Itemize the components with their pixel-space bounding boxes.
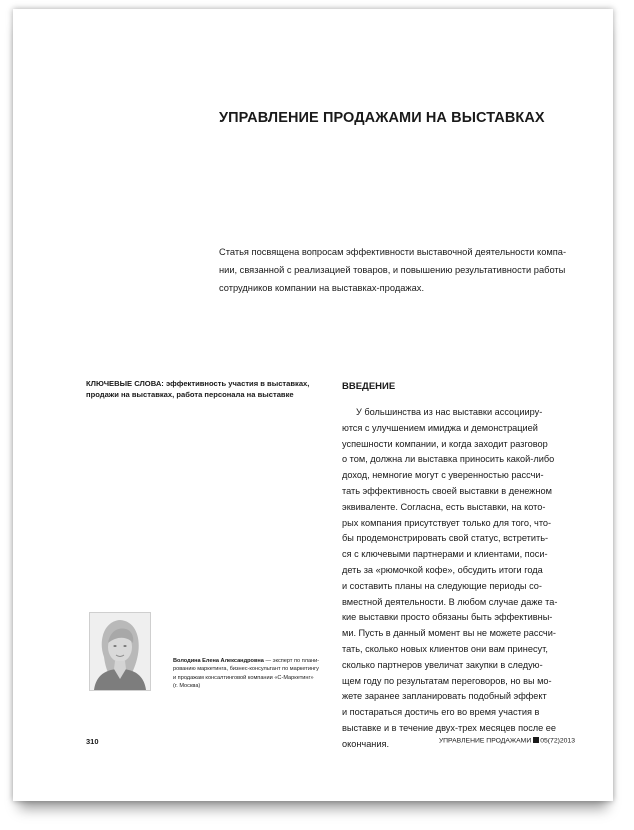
keywords-line: КЛЮЧЕВЫЕ СЛОВА: эффективность участия в выставках, [86, 379, 310, 388]
keywords-line: продажи на выставках, работа персонала на выставке [86, 390, 294, 399]
body-line: сколько партнеров увеличат закупки в следую- [342, 659, 543, 670]
article-abstract [219, 243, 591, 297]
keywords-block [86, 378, 326, 400]
body-line: тать, сколько новых клиентов они вам принесут, [342, 643, 548, 654]
body-line: о том, должна ли выставка приносить какой-либо [342, 454, 555, 465]
author-line [173, 657, 333, 665]
body-line: вместной деятельности. В любом случае даже та- [342, 596, 558, 607]
author-portrait-image [90, 613, 150, 690]
body-line: эквиваленте. Согласна, есть выставки, на кото- [342, 501, 546, 512]
journal-name: УПРАВЛЕНИЕ ПРОДАЖАМИ [438, 737, 532, 745]
body-line: тать эффективность своей выставки в денежном [342, 485, 552, 496]
section-heading: ВВЕДЕНИЕ [342, 381, 396, 392]
body-line: и составить планы на следующие периоды со- [342, 580, 542, 591]
body-line: У большинства из нас выставки ассоцииру- [356, 407, 543, 417]
author-line: и продажам консалтинговой компании «С-Маркетинг» [173, 674, 314, 681]
author-name: Володина Елена Александровна [173, 658, 264, 664]
body-line: выставке и в течение двух-трех месяцев после ее [342, 722, 557, 733]
magazine-page [13, 9, 613, 801]
body-line: ся с ключевыми партнерами и клиентами, поси- [342, 549, 548, 560]
body-line: окончания. [342, 738, 390, 749]
abstract-line: сотрудников компании на выставках-продажах. [219, 283, 425, 293]
body-line: успешности компании, и когда заходит разговор [342, 438, 548, 449]
author-line: (г. Москва) [173, 683, 201, 690]
body-line: кие выставки просто обязаны быть эффективны- [342, 612, 553, 623]
body-line: бы продемонстрировать свой статус, встретить- [342, 533, 549, 544]
body-line: ми. Пусть в данный момент вы не можете рассчи- [342, 628, 556, 639]
body-text [342, 405, 592, 753]
author-photo [89, 612, 151, 691]
body-line: деть за «рюмочкой кофе», обсудить итоги года [342, 564, 543, 575]
article-title: УПРАВЛЕНИЕ ПРОДАЖАМИ НА ВЫСТАВКАХ [219, 110, 545, 126]
author-line: рованию маркетинга, бизнес-консультант по маркетингу [173, 666, 319, 673]
body-line: жете заранее запланировать подобный эффект [342, 691, 547, 702]
square-bullet-icon [533, 737, 539, 743]
body-line: щем году по результатам переговоров, но вы мо- [342, 675, 552, 686]
body-line: ются с улучшением имиджа и демонстрацией [342, 422, 538, 433]
author-bio [173, 657, 333, 691]
body-line: рых компания присутствует только для того, что- [342, 517, 552, 528]
page-number: 310 [86, 737, 99, 746]
body-line: и постараться достичь его во время участия в [342, 707, 540, 718]
body-line: доход, немногие могут с уверенностью рассчи- [342, 470, 544, 481]
abstract-line: Статья посвящена вопросам эффективности выставочной деятельности компа- [219, 247, 567, 257]
abstract-line: нии, связанной с реализацией товаров, и повышению результативности работы [219, 265, 566, 275]
journal-footer [439, 737, 575, 745]
journal-issue: 05(72)2013 [540, 737, 575, 745]
author-role: — эксперт по плани- [263, 658, 320, 664]
